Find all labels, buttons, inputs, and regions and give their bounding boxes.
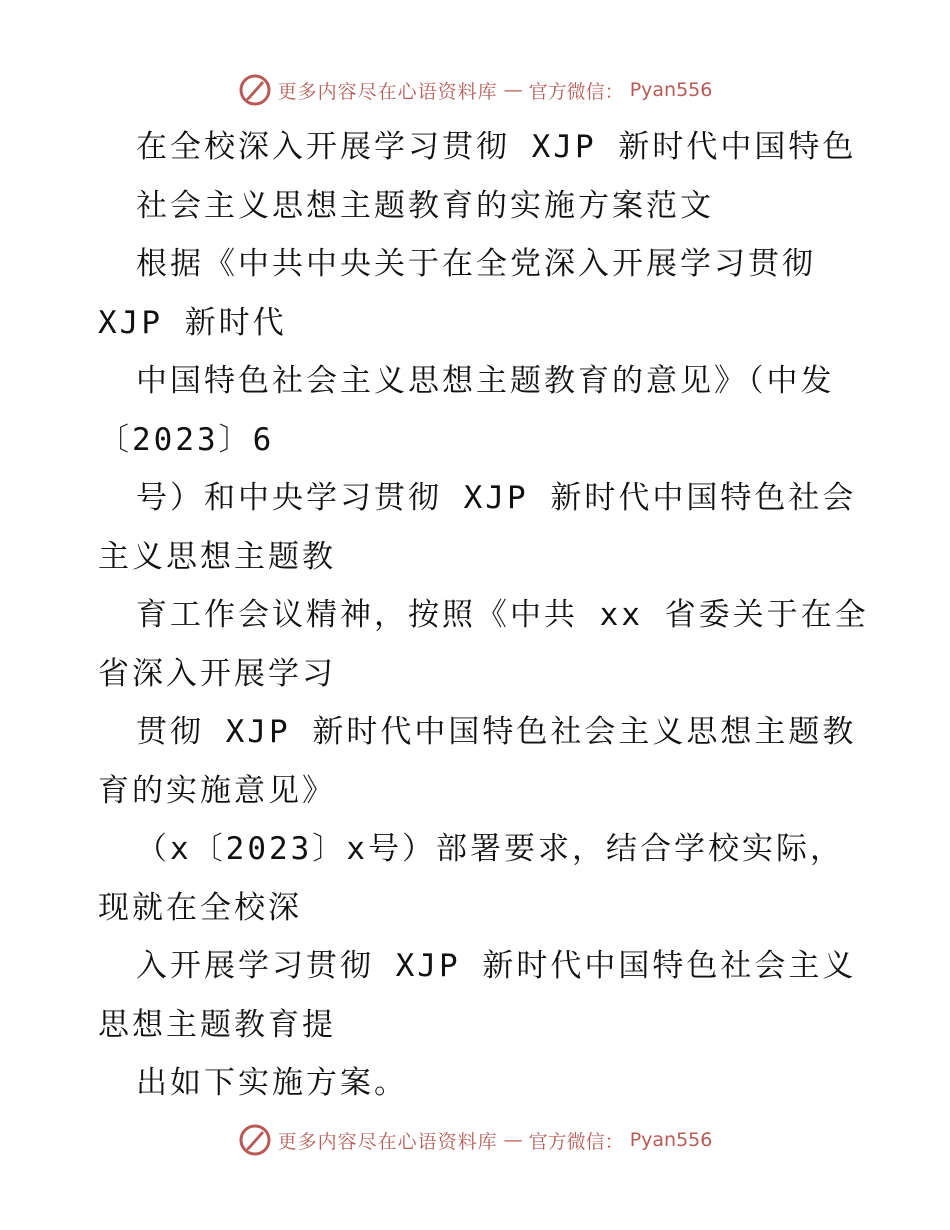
document-line: 在全校深入开展学习贯彻 XJP 新时代中国特色 [136,129,857,165]
document-line: 入开展学习贯彻 XJP 新时代中国特色社会主义 [136,948,857,984]
document-line: 号）和中央学习贯彻 XJP 新时代中国特色社会 [136,480,857,516]
document-line: 主义思想主题教 [98,538,336,575]
footer-banner [0,1118,950,1162]
document-line: 〔2023〕6 [98,421,275,458]
document-line: 中国特色社会主义思想主题教育的意见》（中发 [136,363,835,399]
quill-logo-icon [238,73,272,107]
banner-contact-label: 官方微信： [528,1130,624,1153]
banner-contact-id: Pyan556 [629,1129,713,1151]
document-line: XJP 新时代 [98,304,287,341]
document-line: 社会主义思想主题教育的实施方案范文 [136,187,714,224]
document-body [98,118,898,1113]
banner-contact-label: 官方微信： [528,80,624,103]
document-line: （x〔2023〕x号）部署要求，结合学校实际， [136,831,844,867]
document-line: 育工作会议精神，按照《中共 xx 省委关于在全 [136,597,869,633]
document-line: 现就在全校深 [98,889,302,926]
banner-text: 更多内容尽在心语资料库 [277,80,498,103]
header-banner [0,68,950,112]
document-line: 出如下实施方案。 [136,1065,408,1101]
document-line: 根据《中共中央关于在全党深入开展学习贯彻 [136,246,816,282]
banner-text: 更多内容尽在心语资料库 [277,1130,498,1153]
banner-separator: — [503,79,523,101]
document-line: 育的实施意见》 [98,772,336,809]
document-line: 贯彻 XJP 新时代中国特色社会主义思想主题教 [136,714,857,750]
banner-contact-id: Pyan556 [629,79,713,101]
document-line: 思想主题教育提 [98,1006,336,1043]
document-line: 省深入开展学习 [98,655,336,692]
banner-separator: — [503,1129,523,1151]
quill-logo-icon [238,1123,272,1157]
